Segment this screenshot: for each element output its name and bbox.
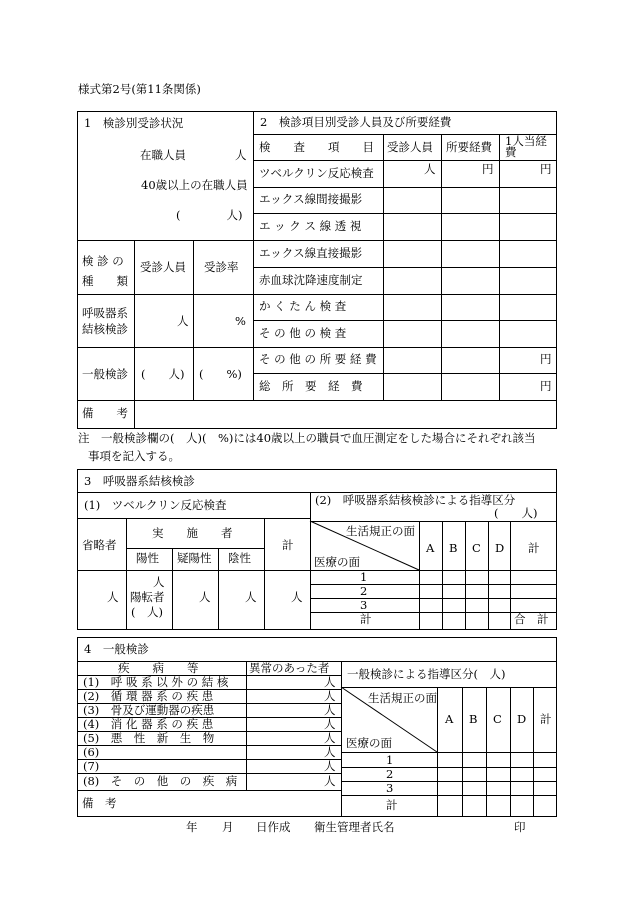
section-4-heading: 4 一般検診 bbox=[84, 642, 149, 656]
col-b-s3: B bbox=[449, 541, 458, 555]
col-total-s4: 計 bbox=[540, 712, 552, 726]
disease-3: (3) 骨及び運動器の疾患 bbox=[83, 703, 215, 717]
row-total-s3: 計 bbox=[360, 612, 372, 626]
tuberculin-sub: (1) ツベルクリン反応検査 bbox=[84, 498, 227, 512]
row-3-s3: 3 bbox=[360, 598, 368, 612]
converter-unit: 人 bbox=[153, 575, 165, 589]
col-c-s4: C bbox=[493, 712, 502, 726]
item-4: エックス線直接撮影 bbox=[259, 246, 363, 260]
over40-label: 40歳以上の在職人員 bbox=[141, 178, 248, 192]
col-total-s3: 計 bbox=[282, 538, 294, 552]
item-3: エ ッ ク ス 線 透 視 bbox=[259, 219, 362, 233]
item-1: ツベルクリン反応検査 bbox=[259, 166, 374, 180]
disease-4: (4) 消 化 器 系 の 疾 患 bbox=[83, 717, 214, 731]
remarks-label: 備 考 bbox=[82, 406, 128, 420]
converter-paren: ( 人) bbox=[131, 605, 163, 619]
tb-exam-label: 呼吸器系 結核検診 bbox=[82, 306, 128, 336]
disease-8: (8) そ の 他 の 疾 病 bbox=[83, 774, 238, 788]
row-2-s4: 2 bbox=[386, 767, 394, 781]
abnormal-unit-2: 人 bbox=[324, 689, 336, 703]
life-label-s3: 生活規正の面 bbox=[346, 524, 415, 538]
col-item-examinees: 受診人員 bbox=[387, 140, 433, 154]
negative-unit: 人 bbox=[245, 590, 257, 604]
col-rate: 受診率 bbox=[204, 260, 239, 274]
disease-5: (5) 悪 性 新 生 物 bbox=[83, 731, 215, 745]
item-7: そ の 他 の 検 査 bbox=[259, 326, 347, 340]
unit-yen-other: 円 bbox=[540, 352, 552, 366]
abnormal-unit-6: 人 bbox=[324, 745, 336, 759]
medical-label-s4: 医療の面 bbox=[346, 736, 392, 750]
row-1-s4: 1 bbox=[386, 753, 394, 767]
disease-6: (6) bbox=[83, 745, 100, 759]
omitted-unit: 人 bbox=[107, 590, 119, 604]
unit-yen-total: 円 bbox=[540, 379, 552, 393]
guidance-paren: ( 人) bbox=[494, 506, 538, 520]
col-d-s3: D bbox=[495, 541, 505, 555]
col-per-person-cost: 1人当経 費 bbox=[505, 134, 547, 159]
disease-1: (1) 呼 吸 系 以 外 の 結 核 bbox=[83, 675, 229, 689]
life-label-s4: 生活規正の面 bbox=[368, 691, 437, 705]
col-omitted: 省略者 bbox=[82, 538, 117, 552]
col-total-guidance-s3: 計 bbox=[528, 541, 540, 555]
footer-day-made: 日作成 bbox=[256, 820, 291, 834]
total-unit: 人 bbox=[291, 590, 303, 604]
row-total-s4: 計 bbox=[386, 798, 398, 812]
col-c-s3: C bbox=[472, 541, 481, 555]
row-3-s4: 3 bbox=[386, 781, 394, 795]
col-positive: 陽性 bbox=[136, 551, 159, 565]
col-negative: 陰性 bbox=[228, 551, 251, 565]
pseudo-unit: 人 bbox=[199, 590, 211, 604]
abnormal-unit-1: 人 bbox=[324, 675, 336, 689]
general-exam-persons: ( 人) bbox=[141, 367, 185, 381]
medical-label-s3: 医療の面 bbox=[314, 555, 360, 569]
row-1-s3: 1 bbox=[360, 570, 368, 584]
disease-7: (7) bbox=[83, 759, 100, 773]
col-d-s4: D bbox=[517, 712, 527, 726]
unit-yen-cost: 円 bbox=[482, 162, 494, 176]
guidance-title-s4: 一般検診による指導区分( 人) bbox=[347, 667, 506, 681]
item-5: 赤血球沈降速度制定 bbox=[259, 273, 363, 287]
note-line-2: 事項を記入する。 bbox=[88, 449, 180, 463]
employees-label: 在職人員 bbox=[140, 148, 186, 162]
section-3-heading: 3 呼吸器系結核検診 bbox=[84, 474, 195, 488]
converter-label: 陽転者 bbox=[130, 590, 165, 604]
col-cost: 所要経費 bbox=[446, 140, 492, 154]
col-exam-type: 検 診 の 種 類 bbox=[82, 254, 128, 288]
disease-2: (2) 循 環 器 系 の 疾 患 bbox=[83, 689, 214, 703]
col-exam-item: 検 査 項 目 bbox=[259, 140, 374, 154]
form-title: 様式第2号(第11条関係) bbox=[78, 82, 201, 96]
remarks-label-s4: 備 考 bbox=[82, 796, 117, 810]
col-a-s3: A bbox=[426, 541, 435, 555]
col-b-s4: B bbox=[469, 712, 478, 726]
footer-manager: 衛生管理者氏名 bbox=[314, 820, 395, 834]
employees-unit: 人 bbox=[235, 148, 247, 162]
col-implemented: 実 施 者 bbox=[152, 526, 233, 540]
general-exam-pct: ( %) bbox=[199, 367, 242, 381]
col-abnormal: 異常のあった者 bbox=[249, 661, 330, 675]
item-6: か く た ん 検 査 bbox=[259, 299, 347, 313]
footer-month: 月 bbox=[222, 820, 234, 834]
unit-person: 人 bbox=[424, 162, 436, 176]
item-2: エックス線間接撮影 bbox=[259, 192, 363, 206]
col-examinees: 受診人員 bbox=[140, 260, 186, 274]
tb-exam-unit: 人 bbox=[177, 314, 189, 328]
item-9: 総 所 要 経 費 bbox=[259, 379, 363, 393]
col-a-s4: A bbox=[445, 712, 454, 726]
note-line-1: 注 一般検診欄の( 人)( %)には40歳以上の職員で血圧測定をした場合にそれぞれ該当 bbox=[78, 431, 536, 445]
footer-year: 年 bbox=[186, 820, 198, 834]
abnormal-unit-5: 人 bbox=[324, 731, 336, 745]
abnormal-unit-4: 人 bbox=[324, 717, 336, 731]
guidance-sub: (2) 呼吸器系結核検診による指導区分 bbox=[315, 493, 516, 507]
section-1-heading: 1 検診別受診状況 bbox=[84, 116, 184, 130]
section-2-heading: 2 検診項目別受診人員及び所要経費 bbox=[260, 115, 452, 129]
seal-mark: 印 bbox=[514, 820, 526, 834]
tb-exam-pct: % bbox=[235, 314, 246, 328]
unit-yen-per-person: 円 bbox=[540, 162, 552, 176]
abnormal-unit-7: 人 bbox=[324, 759, 336, 773]
grand-total-s3: 合 計 bbox=[514, 612, 549, 626]
general-exam-label: 一般検診 bbox=[82, 367, 128, 381]
abnormal-unit-8: 人 bbox=[324, 774, 336, 788]
row-2-s3: 2 bbox=[360, 584, 368, 598]
col-disease: 疾 病 等 bbox=[118, 661, 199, 675]
over40-paren: ( 人) bbox=[176, 208, 243, 222]
abnormal-unit-3: 人 bbox=[324, 703, 336, 717]
col-pseudo-positive: 疑陽性 bbox=[177, 551, 212, 565]
item-8: そ の 他 の 所 要 経 費 bbox=[259, 352, 377, 366]
